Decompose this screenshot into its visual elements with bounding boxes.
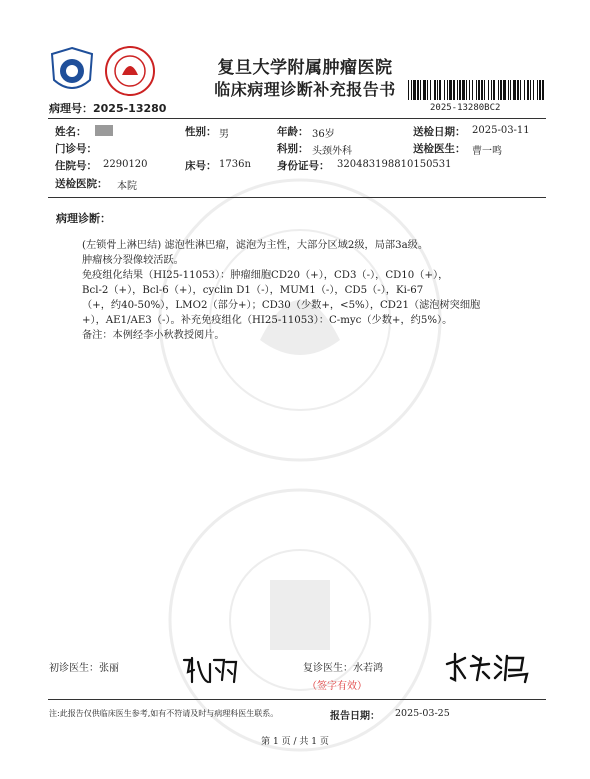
- gender-value: 男: [219, 129, 229, 140]
- diagnosis-line: 肿瘤核分裂像较活跃。: [82, 255, 184, 266]
- barcode-text: 2025-13280BC2: [430, 103, 501, 113]
- diagnosis-line: Bcl-2（+），Bcl-6（+），cyclin D1（-），MUM1（-），CD5（-），Ki-67: [82, 285, 424, 296]
- submit-doctor-label: 送检医生：: [413, 143, 466, 155]
- pathology-number-label: 病理号：: [49, 102, 93, 115]
- second-doctor-signature: [443, 650, 533, 684]
- id-label: 身份证号：: [277, 160, 330, 172]
- pathology-number-value: 2025-13280: [93, 102, 167, 115]
- signature-valid-note: （签字有效）: [307, 681, 367, 692]
- age-label: 年龄：: [277, 126, 309, 138]
- first-doctor: 初诊医生：张丽: [49, 663, 119, 674]
- hospital-value: 本院: [117, 181, 137, 192]
- name-redaction: [95, 125, 113, 136]
- page-number: 第 1 页 / 共 1 页: [261, 737, 329, 747]
- report-date-value: 2025-03-25: [395, 708, 450, 719]
- department-value: 头颈外科: [312, 146, 352, 157]
- submit-doctor-value: 曹一鸣: [472, 146, 502, 157]
- divider-bottom: [48, 699, 546, 700]
- id-value: 320483198810150531: [337, 159, 452, 170]
- diagnosis-line: 备注：本例经李小秋教授阅片。: [82, 330, 225, 341]
- gender-label: 性别：: [185, 126, 217, 138]
- bed-label: 床号：: [185, 160, 217, 172]
- university-logo-icon: [50, 46, 94, 96]
- outpatient-label: 门诊号：: [55, 143, 97, 155]
- submit-date-value: 2025-03-11: [472, 125, 530, 136]
- barcode-icon: [408, 80, 545, 100]
- diagnosis-line: (左锁骨上淋巴结) 滤泡性淋巴瘤，滤泡为主性，大部分区域2级，局部3a级。: [82, 240, 429, 251]
- hospital-seal-icon: [104, 45, 156, 97]
- disclaimer: 注:此报告仅供临床医生参考,如有不符请及时与病理科医生联系。: [49, 709, 279, 718]
- bed-value: 1736n: [219, 159, 251, 170]
- submit-date-label: 送检日期：: [413, 126, 466, 138]
- pathology-number: [49, 100, 166, 116]
- divider-top: [48, 118, 546, 119]
- diagnosis-line: （+，约40-50%），LMO2（部分+）；CD30（少数+，<5%），CD21（滤泡树突细胞: [82, 300, 481, 311]
- diagnosis-title: 病理诊断：: [56, 212, 111, 225]
- watermark-logo: [140, 470, 460, 770]
- first-doctor-signature: [180, 654, 240, 686]
- department-label: 科别：: [277, 143, 309, 155]
- hospital-label: 送检医院：: [55, 178, 108, 190]
- second-doctor: 复诊医生：水若鸿: [303, 663, 383, 674]
- report-date-label: 报告日期：: [330, 711, 380, 722]
- hospital-name: 复旦大学附属肿瘤医院: [217, 58, 393, 78]
- inpatient-label: 住院号：: [55, 160, 97, 172]
- diagnosis-line: +），AE1/AE3（-）。补充免疫组化（HI25-11053）：C-myc（少数+，约5%）。: [82, 315, 453, 326]
- inpatient-value: 2290120: [103, 159, 148, 170]
- name-label: 姓名：: [55, 126, 87, 138]
- age-value: 36岁: [312, 129, 335, 140]
- report-title: 临床病理诊断补充报告书: [214, 80, 396, 99]
- divider-info: [48, 197, 546, 198]
- diagnosis-line: 免疫组化结果（HI25-11053）：肿瘤细胞CD20（+），CD3（-），CD10（+），: [82, 270, 449, 281]
